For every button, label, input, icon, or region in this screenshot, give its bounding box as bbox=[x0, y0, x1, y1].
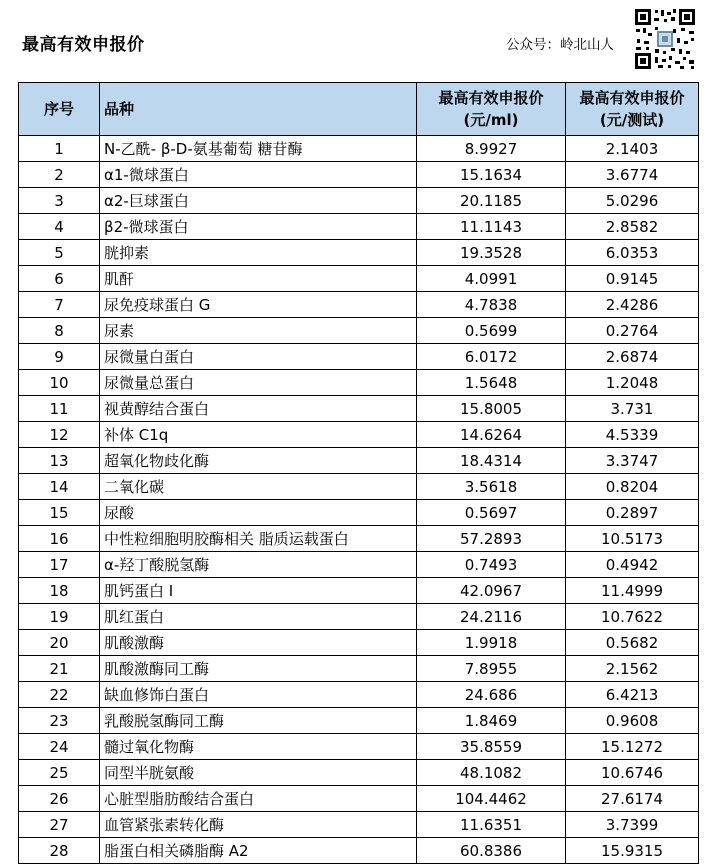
table-row bbox=[19, 812, 699, 838]
row-price-ml: 11.6351 bbox=[417, 812, 566, 838]
row-index: 22 bbox=[19, 682, 100, 708]
table-row bbox=[19, 786, 699, 812]
row-name: 补体 C1q bbox=[100, 422, 417, 448]
qr-code-icon bbox=[633, 7, 697, 71]
row-price-ml: 18.4314 bbox=[417, 448, 566, 474]
row-price-ml: 42.0967 bbox=[417, 578, 566, 604]
row-index: 3 bbox=[19, 188, 100, 214]
table-row bbox=[19, 396, 699, 422]
row-price-ml: 57.2893 bbox=[417, 526, 566, 552]
row-index: 28 bbox=[19, 838, 100, 864]
row-index: 9 bbox=[19, 344, 100, 370]
row-price-test: 1.2048 bbox=[566, 370, 699, 396]
table-row bbox=[19, 188, 699, 214]
table-row bbox=[19, 136, 699, 162]
row-index: 8 bbox=[19, 318, 100, 344]
table-row bbox=[19, 422, 699, 448]
row-price-ml: 1.5648 bbox=[417, 370, 566, 396]
table-row bbox=[19, 162, 699, 188]
row-index: 6 bbox=[19, 266, 100, 292]
row-name: 尿素 bbox=[100, 318, 417, 344]
column-header-price-test bbox=[566, 83, 699, 136]
row-name: 髓过氧化物酶 bbox=[100, 734, 417, 760]
row-price-ml: 6.0172 bbox=[417, 344, 566, 370]
row-index: 10 bbox=[19, 370, 100, 396]
row-name: α1-微球蛋白 bbox=[100, 162, 417, 188]
row-price-test: 10.5173 bbox=[566, 526, 699, 552]
row-name: 心脏型脂肪酸结合蛋白 bbox=[100, 786, 417, 812]
row-price-test: 4.5339 bbox=[566, 422, 699, 448]
row-index: 11 bbox=[19, 396, 100, 422]
column-header-name: 品种 bbox=[100, 83, 417, 136]
row-name: 脂蛋白相关磷脂酶 A2 bbox=[100, 838, 417, 864]
row-price-test: 27.6174 bbox=[566, 786, 699, 812]
table-row bbox=[19, 630, 699, 656]
row-price-test: 0.4942 bbox=[566, 552, 699, 578]
row-price-ml: 7.8955 bbox=[417, 656, 566, 682]
column-header-price-ml-line1: 最高有效申报价 bbox=[438, 89, 544, 107]
row-price-ml: 24.2116 bbox=[417, 604, 566, 630]
row-price-test: 0.9145 bbox=[566, 266, 699, 292]
row-price-ml: 4.0991 bbox=[417, 266, 566, 292]
row-name: 中性粒细胞明胶酶相关 脂质运载蛋白 bbox=[100, 526, 417, 552]
row-price-ml: 1.9918 bbox=[417, 630, 566, 656]
price-table bbox=[18, 82, 699, 864]
row-name: α-羟丁酸脱氢酶 bbox=[100, 552, 417, 578]
row-name: 胱抑素 bbox=[100, 240, 417, 266]
row-index: 21 bbox=[19, 656, 100, 682]
row-name: 二氧化碳 bbox=[100, 474, 417, 500]
row-index: 15 bbox=[19, 500, 100, 526]
column-header-price-test-line2: (元/测试) bbox=[599, 111, 665, 129]
row-price-test: 2.6874 bbox=[566, 344, 699, 370]
row-index: 23 bbox=[19, 708, 100, 734]
table-row bbox=[19, 318, 699, 344]
row-name: 尿微量白蛋白 bbox=[100, 344, 417, 370]
row-index: 24 bbox=[19, 734, 100, 760]
row-index: 16 bbox=[19, 526, 100, 552]
table-row bbox=[19, 214, 699, 240]
row-price-test: 0.8204 bbox=[566, 474, 699, 500]
table-row bbox=[19, 266, 699, 292]
row-price-ml: 24.686 bbox=[417, 682, 566, 708]
column-header-index: 序号 bbox=[19, 83, 100, 136]
row-index: 17 bbox=[19, 552, 100, 578]
row-index: 20 bbox=[19, 630, 100, 656]
row-price-ml: 0.7493 bbox=[417, 552, 566, 578]
account-label: 公众号：岭北山人 bbox=[506, 37, 614, 53]
row-price-ml: 48.1082 bbox=[417, 760, 566, 786]
table-row bbox=[19, 734, 699, 760]
row-name: N-乙酰- β-D-氨基葡萄 糖苷酶 bbox=[100, 136, 417, 162]
row-index: 7 bbox=[19, 292, 100, 318]
row-price-ml: 104.4462 bbox=[417, 786, 566, 812]
row-name: α2-巨球蛋白 bbox=[100, 188, 417, 214]
row-price-ml: 14.6264 bbox=[417, 422, 566, 448]
row-price-ml: 3.5618 bbox=[417, 474, 566, 500]
row-price-ml: 8.9927 bbox=[417, 136, 566, 162]
row-price-ml: 11.1143 bbox=[417, 214, 566, 240]
table-row bbox=[19, 656, 699, 682]
row-price-test: 15.1272 bbox=[566, 734, 699, 760]
table-row bbox=[19, 760, 699, 786]
row-index: 25 bbox=[19, 760, 100, 786]
column-header-price-ml bbox=[417, 83, 566, 136]
row-price-test: 5.0296 bbox=[566, 188, 699, 214]
row-price-test: 10.7622 bbox=[566, 604, 699, 630]
row-index: 1 bbox=[19, 136, 100, 162]
table-row bbox=[19, 370, 699, 396]
row-price-ml: 1.8469 bbox=[417, 708, 566, 734]
table-row bbox=[19, 344, 699, 370]
row-price-test: 0.2764 bbox=[566, 318, 699, 344]
column-header-price-ml-line2: (元/ml) bbox=[463, 111, 519, 129]
row-price-ml: 4.7838 bbox=[417, 292, 566, 318]
row-name: 缺血修饰白蛋白 bbox=[100, 682, 417, 708]
row-name: 血管紧张素转化酶 bbox=[100, 812, 417, 838]
row-price-ml: 0.5699 bbox=[417, 318, 566, 344]
row-name: 肌钙蛋白 I bbox=[100, 578, 417, 604]
row-name: 尿微量总蛋白 bbox=[100, 370, 417, 396]
row-price-ml: 60.8386 bbox=[417, 838, 566, 864]
qr-code bbox=[633, 7, 697, 71]
row-index: 18 bbox=[19, 578, 100, 604]
row-price-test: 2.4286 bbox=[566, 292, 699, 318]
row-name: 肌酸激酶同工酶 bbox=[100, 656, 417, 682]
row-index: 14 bbox=[19, 474, 100, 500]
row-price-test: 6.0353 bbox=[566, 240, 699, 266]
table-row bbox=[19, 292, 699, 318]
table-row bbox=[19, 240, 699, 266]
row-price-test: 3.3747 bbox=[566, 448, 699, 474]
row-price-test: 3.7399 bbox=[566, 812, 699, 838]
table-row bbox=[19, 500, 699, 526]
row-index: 26 bbox=[19, 786, 100, 812]
row-price-test: 2.8582 bbox=[566, 214, 699, 240]
table-row bbox=[19, 474, 699, 500]
table-row bbox=[19, 682, 699, 708]
row-index: 19 bbox=[19, 604, 100, 630]
row-name: 肌酐 bbox=[100, 266, 417, 292]
row-name: 尿酸 bbox=[100, 500, 417, 526]
row-index: 4 bbox=[19, 214, 100, 240]
row-price-ml: 15.8005 bbox=[417, 396, 566, 422]
row-name: 肌红蛋白 bbox=[100, 604, 417, 630]
row-price-test: 15.9315 bbox=[566, 838, 699, 864]
row-price-ml: 0.5697 bbox=[417, 500, 566, 526]
row-price-test: 2.1562 bbox=[566, 656, 699, 682]
table-body bbox=[19, 136, 699, 864]
row-price-ml: 35.8559 bbox=[417, 734, 566, 760]
row-price-test: 2.1403 bbox=[566, 136, 699, 162]
row-index: 12 bbox=[19, 422, 100, 448]
row-index: 13 bbox=[19, 448, 100, 474]
row-name: 视黄醇结合蛋白 bbox=[100, 396, 417, 422]
row-price-ml: 19.3528 bbox=[417, 240, 566, 266]
row-price-test: 11.4999 bbox=[566, 578, 699, 604]
table-row bbox=[19, 838, 699, 864]
row-name: 肌酸激酶 bbox=[100, 630, 417, 656]
row-price-test: 0.9608 bbox=[566, 708, 699, 734]
table-row bbox=[19, 708, 699, 734]
table-header-row bbox=[19, 83, 699, 136]
row-price-test: 3.731 bbox=[566, 396, 699, 422]
row-price-test: 6.4213 bbox=[566, 682, 699, 708]
table-row bbox=[19, 448, 699, 474]
row-price-test: 0.2897 bbox=[566, 500, 699, 526]
row-name: 同型半胱氨酸 bbox=[100, 760, 417, 786]
row-price-ml: 20.1185 bbox=[417, 188, 566, 214]
row-index: 2 bbox=[19, 162, 100, 188]
page-title: 最高有效申报价 bbox=[22, 35, 145, 55]
row-price-test: 10.6746 bbox=[566, 760, 699, 786]
row-price-test: 0.5682 bbox=[566, 630, 699, 656]
row-index: 27 bbox=[19, 812, 100, 838]
row-name: 乳酸脱氢酶同工酶 bbox=[100, 708, 417, 734]
table-row bbox=[19, 526, 699, 552]
column-header-price-test-line1: 最高有效申报价 bbox=[579, 89, 685, 107]
table-row bbox=[19, 578, 699, 604]
row-name: 超氧化物歧化酶 bbox=[100, 448, 417, 474]
table-row bbox=[19, 604, 699, 630]
row-price-test: 3.6774 bbox=[566, 162, 699, 188]
row-name: 尿免疫球蛋白 G bbox=[100, 292, 417, 318]
row-price-ml: 15.1634 bbox=[417, 162, 566, 188]
row-index: 5 bbox=[19, 240, 100, 266]
row-name: β2-微球蛋白 bbox=[100, 214, 417, 240]
table-row bbox=[19, 552, 699, 578]
